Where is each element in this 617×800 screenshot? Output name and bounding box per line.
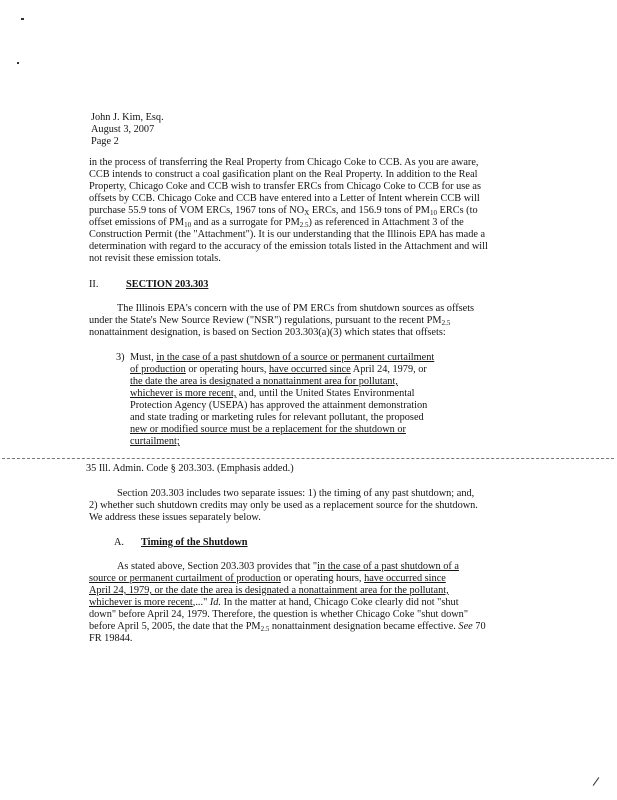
pm10-subscript: 10 bbox=[429, 209, 437, 217]
timing-line-3: April 24, 1979, or the date the area is designated a nonattainment area for the pollutant, bbox=[89, 585, 449, 596]
intro-line-8: determination with regard to the accuracy of the emission totals listed in the Attachment and will bbox=[89, 241, 488, 252]
quote-line-2c: have occurred since bbox=[268, 364, 351, 375]
timing-line-4a: whichever is more recent bbox=[89, 597, 193, 608]
scan-mark-top-left bbox=[21, 18, 24, 20]
nox-subscript: X bbox=[304, 209, 310, 217]
citation: 35 Ill. Admin. Code § 203.303. (Emphasis added.) bbox=[86, 463, 294, 474]
quote-line-6: and state trading or marketing rules for relevant pollutant, the proposed bbox=[130, 412, 424, 423]
intro-line-3: Property, Chicago Coke and CCB wish to transfer ERCs from Chicago Coke to CCB for use as bbox=[89, 181, 482, 192]
recipient-name: John J. Kim, Esq. bbox=[91, 112, 164, 123]
section-ii-heading: SECTION 203.303 bbox=[126, 279, 209, 290]
intro-line-6-mid: and as a surrogate for PM bbox=[191, 217, 300, 228]
timing-line-2b: or operating hours, bbox=[280, 573, 365, 584]
timing-line-2a: source or permanent curtailment of production bbox=[89, 573, 281, 584]
quote-line-2 bbox=[130, 364, 427, 376]
timing-line-2 bbox=[89, 573, 446, 585]
page-number: Page 2 bbox=[91, 136, 119, 147]
quote-line-4a: whichever is more recent, bbox=[130, 388, 237, 399]
quote-line-1a: Must, bbox=[130, 352, 157, 363]
issues-line-3: We address these issues separately below. bbox=[89, 512, 261, 523]
timing-line-6b: nonattainment designation became effective. bbox=[269, 621, 459, 632]
subsection-a-heading: Timing of the Shutdown bbox=[141, 537, 248, 548]
quote-line-1 bbox=[130, 352, 434, 364]
quote-line-8: curtailment; bbox=[130, 436, 180, 447]
pm25-subscript: 2.5 bbox=[299, 221, 309, 229]
timing-line-4d: In the matter at hand, Chicago Coke clearly did not "shut bbox=[221, 597, 459, 608]
timing-line-2c: have occurred since bbox=[364, 573, 446, 584]
intro-line-9: not revisit these emission totals. bbox=[89, 253, 221, 264]
timing-line-6c: See bbox=[458, 621, 473, 632]
timing-line-4b: ,..." bbox=[192, 597, 210, 608]
quote-line-7: new or modified source must be a replacement for the shutdown or bbox=[130, 424, 406, 435]
scan-fold-line bbox=[2, 458, 614, 459]
intro-line-6-start: offset emissions of PM bbox=[89, 217, 185, 228]
letter-date: August 3, 2007 bbox=[91, 124, 155, 135]
intro-line-5-end: ERCs (to bbox=[436, 205, 478, 216]
intro-line-6-end: ) as referenced in Attachment 3 of the bbox=[308, 217, 464, 228]
timing-line-7: FR 19844. bbox=[89, 633, 133, 644]
intro-line-7: Construction Permit (the "Attachment"). It is our understanding that the Illinois EPA has made a bbox=[89, 229, 486, 240]
scan-mark-left bbox=[17, 62, 19, 64]
section-ii-number: II. bbox=[89, 279, 99, 290]
quote-line-2d: April 24, 1979, or bbox=[350, 364, 427, 375]
concern-line-2-text: under the State's New Source Review ("NSR") regulations, pursuant to the recent PM bbox=[89, 315, 442, 326]
quote-line-4 bbox=[130, 388, 415, 400]
intro-line-5-mid: ERCs, and 156.9 tons of PM bbox=[309, 205, 430, 216]
quote-line-2a: of production bbox=[130, 364, 186, 375]
timing-line-1 bbox=[117, 561, 459, 573]
concern-line-1: The Illinois EPA's concern with the use of PM ERCs from shutdown sources as offsets bbox=[117, 303, 475, 314]
timing-line-1a: As stated above, Section 203.303 provides that " bbox=[117, 561, 318, 572]
issues-line-1: Section 203.303 includes two separate issues: 1) the timing of any past shutdown; and, bbox=[117, 488, 475, 499]
issues-line-2: 2) whether such shutdown credits may only be used as a replacement source for the shutdown. bbox=[89, 500, 478, 511]
intro-line-1: in the process of transferring the Real Property from Chicago Coke to CCB. As you are aware, bbox=[89, 157, 479, 168]
quote-line-3: the date the area is designated a nonattainment area for pollutant, bbox=[130, 376, 398, 387]
timing-line-4 bbox=[89, 597, 459, 609]
scan-mark-bottom-right bbox=[593, 777, 600, 786]
quote-line-4b: and, until the United States Environmental bbox=[236, 388, 415, 399]
concern-pm25-subscript: 2.5 bbox=[441, 319, 451, 327]
quote-number: 3) bbox=[116, 352, 125, 363]
timing-line-5: down" before April 24, 1979. Therefore, the question is whether Chicago Coke "shut down" bbox=[89, 609, 469, 620]
intro-line-5-start: purchase 55.9 tons of VOM ERCs, 1967 tons of NO bbox=[89, 205, 305, 216]
quote-line-2b: or operating hours, bbox=[185, 364, 269, 375]
timing-line-1b: in the case of a past shutdown of a bbox=[317, 561, 459, 572]
timing-line-6a: before April 5, 2005, the date that the PM bbox=[89, 621, 261, 632]
quote-line-1b: in the case of a past shutdown of a source or permanent curtailment bbox=[156, 352, 435, 363]
pm10-subscript-2: 10 bbox=[184, 221, 192, 229]
timing-line-4c: Id. bbox=[209, 597, 222, 608]
timing-pm25-subscript: 2.5 bbox=[260, 625, 270, 633]
intro-line-2: CCB intends to construct a coal gasification plant on the Real Property. In addition to the Real bbox=[89, 169, 478, 180]
concern-line-3: nonattainment designation, is based on Section 203.303(a)(3) which states that offsets: bbox=[89, 327, 446, 338]
subsection-a-letter: A. bbox=[114, 537, 125, 548]
intro-line-4: offsets by CCB. Chicago Coke and CCB have entered into a Letter of Intent wherein CCB will bbox=[89, 193, 480, 204]
quote-line-5: Protection Agency (USEPA) has approved the attainment demonstration bbox=[130, 400, 428, 411]
timing-line-6d: 70 bbox=[472, 621, 486, 632]
timing-line-6 bbox=[89, 621, 486, 635]
